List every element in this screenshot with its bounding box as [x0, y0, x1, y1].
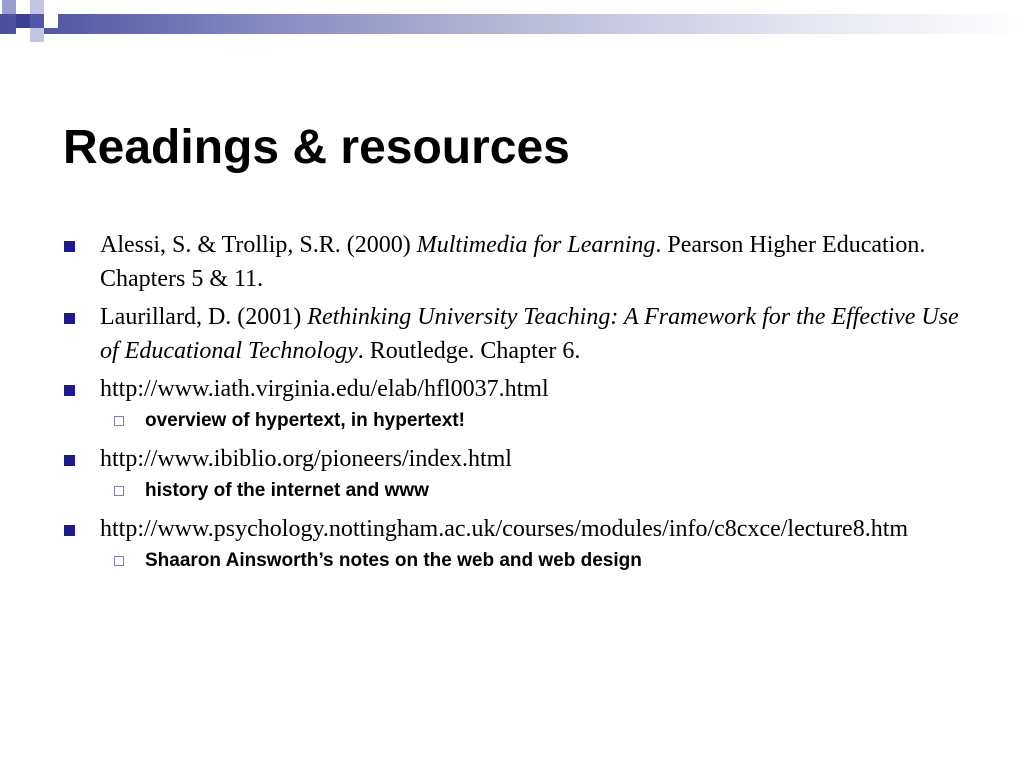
- square-bullet-icon: [64, 525, 75, 536]
- resource-url[interactable]: http://www.psychology.nottingham.ac.uk/courses/modules/info/c8cxce/lecture8.htm: [100, 516, 909, 542]
- list-item-reading-alessi: [62, 228, 972, 296]
- hollow-square-bullet-icon: [114, 556, 124, 566]
- reading-title: Rethinking University Teaching: A Framework for the Effective Use of Educational Technology: [100, 304, 959, 364]
- decorative-square: [16, 28, 30, 42]
- reading-authors: Alessi, S. & Trollip, S.R. (2000): [100, 232, 417, 258]
- reading-title: Multimedia for Learning: [416, 232, 656, 258]
- list-item-url-ibiblio: [62, 442, 972, 476]
- resource-description: Shaaron Ainsworth’s notes on the web and web design: [145, 550, 642, 571]
- header-decoration-band: [0, 14, 1024, 34]
- hollow-square-bullet-icon: [114, 486, 124, 496]
- slide-title: Readings & resources: [63, 121, 570, 174]
- reading-publisher: . Pearson Higher Education. Chapters 5 & 11.: [100, 232, 926, 292]
- reading-publisher: . Routledge. Chapter 6.: [357, 338, 581, 364]
- decorative-square: [16, 14, 30, 28]
- square-bullet-icon: [64, 313, 75, 324]
- square-bullet-icon: [64, 241, 75, 252]
- square-bullet-icon: [64, 455, 75, 466]
- decorative-square: [44, 14, 58, 28]
- resource-url[interactable]: http://www.ibiblio.org/pioneers/index.html: [100, 446, 512, 472]
- list-item-url-virginia: [62, 372, 972, 406]
- decorative-square: [30, 0, 44, 14]
- decorative-square: [30, 28, 44, 42]
- list-item-url-nottingham: [62, 512, 972, 546]
- decorative-square: [2, 0, 16, 14]
- sub-item-description: [62, 476, 972, 506]
- sub-item-description: [62, 406, 972, 436]
- resource-url[interactable]: http://www.iath.virginia.edu/elab/hfl0037.html: [100, 376, 549, 402]
- list-item-reading-laurillard: [62, 300, 972, 368]
- square-bullet-icon: [64, 385, 75, 396]
- hollow-square-bullet-icon: [114, 416, 124, 426]
- reading-authors: Laurillard, D. (2001): [100, 304, 308, 330]
- resource-description: overview of hypertext, in hypertext!: [145, 410, 465, 431]
- resource-description: history of the internet and www: [145, 480, 429, 501]
- bullet-list: [62, 228, 972, 582]
- sub-item-description: [62, 546, 972, 576]
- gradient-band: [0, 14, 1024, 34]
